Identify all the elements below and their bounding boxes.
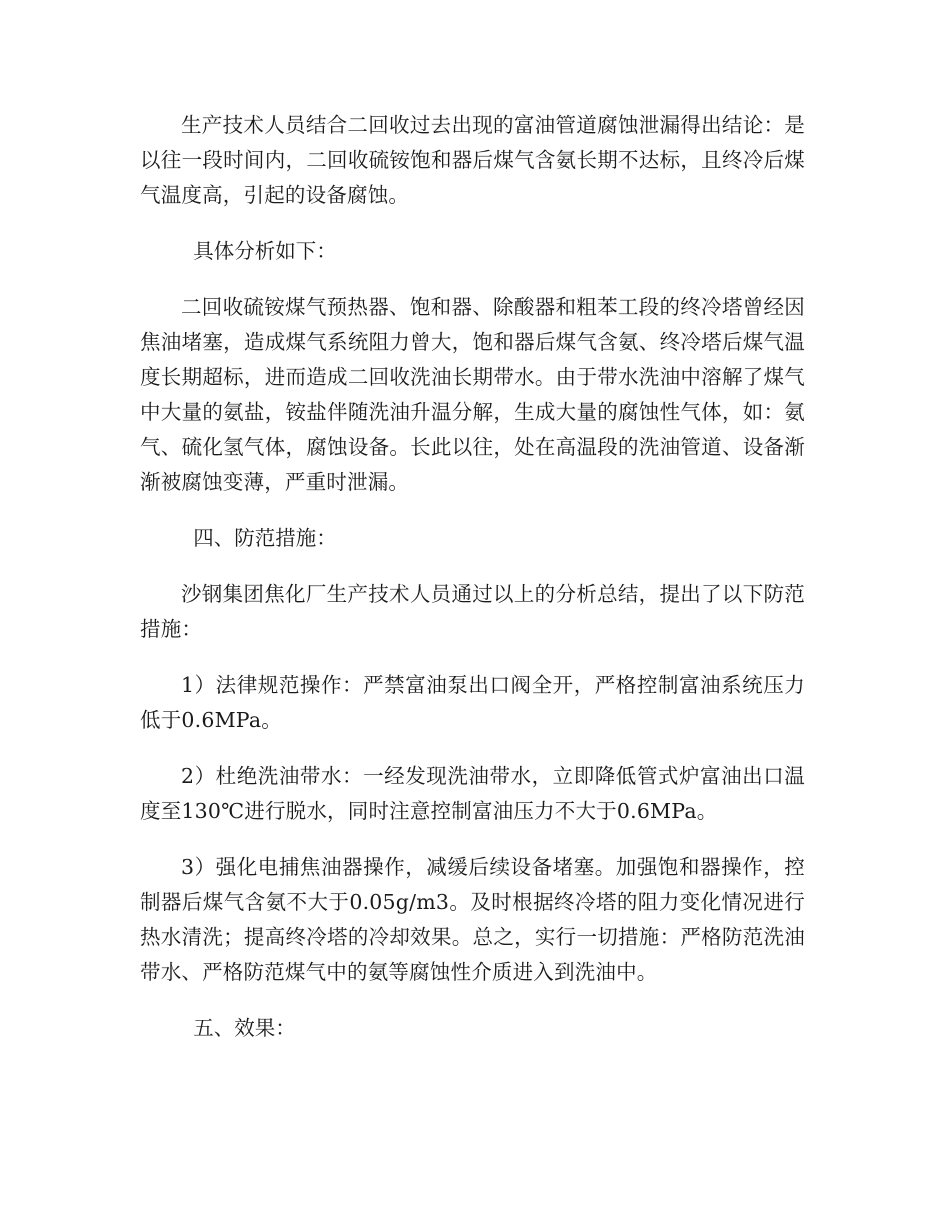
section-heading-effect: 五、效果： (193, 1016, 296, 1040)
paragraph-conclusion: 生产技术人员结合二回收过去出现的富油管道腐蚀泄漏得出结论：是以往一段时间内，二回收硫铵饱和器后煤气含氨长期不达标，且终冷后煤气温度高，引起的设备腐蚀。 (140, 113, 805, 207)
section-heading-measures: 四、防范措施： (193, 526, 337, 550)
paragraph-analysis: 二回收硫铵煤气预热器、饱和器、除酸器和粗苯工段的终冷塔曾经因焦油堵塞，造成煤气系统阻力曾大，饱和器后煤气含氨、终冷塔后煤气温度长期超标，进而造成二回收洗油长期带水。由于带水洗油中溶解了煤气中大量的氨盐，铵盐伴随洗油升温分解，生成大量的腐蚀性气体，如：氨气、硫化氢气体，腐蚀设备。长此以往，处在高温段的洗油管道、设备渐渐被腐蚀变薄，严重时泄漏。 (140, 295, 805, 494)
document-body (140, 108, 805, 1067)
paragraph-measures-intro: 沙钢集团焦化厂生产技术人员通过以上的分析总结，提出了以下防范措施： (140, 582, 805, 641)
list-item-measure-2: 2）杜绝洗油带水：一经发现洗油带水，立即降低管式炉富油出口温度至130℃进行脱水，同时注意控制富油压力不大于0.6MPa。 (140, 764, 805, 823)
paragraph-analysis-intro: 具体分析如下： (193, 239, 337, 263)
list-item-measure-3: 3）强化电捕焦油器操作，减缓后续设备堵塞。加强饱和器操作，控制器后煤气含氨不大于0.05g/m3。及时根据终冷塔的阻力变化情况进行热水清洗；提高终冷塔的冷却效果。总之，实行一切措施：严格防范洗油带水、严格防范煤气中的氨等腐蚀性介质进入到洗油中。 (140, 855, 805, 984)
list-item-measure-1: 1）法律规范操作：严禁富油泵出口阀全开，严格控制富油系统压力低于0.6MPa。 (140, 673, 805, 732)
